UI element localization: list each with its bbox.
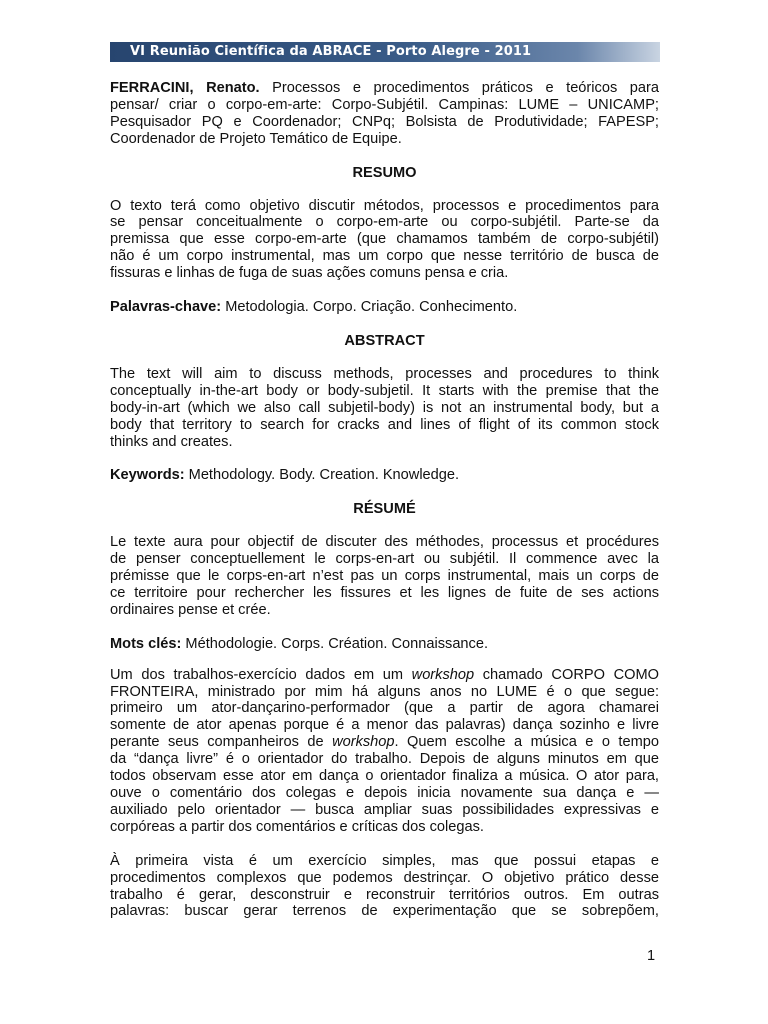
resumo-keywords-label: Palavras-chave: (110, 299, 222, 316)
abstract-paragraph (110, 366, 659, 451)
body-line: primeiro um ator-dançarino-performador (que a partir de agora chamarei (110, 700, 659, 717)
resumo-keywords-text: Metodologia. Corpo. Criação. Conhecimento. (221, 299, 518, 316)
body-text: perante seus companheiros de (110, 734, 333, 751)
abstract-keywords (110, 467, 659, 484)
body-line: auxiliado pelo orientador — busca ampliar suas possibilidades expressivas e (110, 801, 659, 818)
body-text: . Quem escolhe a música e o tempo (394, 734, 659, 751)
reference-author: FERRACINI, Renato. (110, 80, 260, 96)
resumo-line: premissa que esse corpo-em-arte (que chamamos também de corpo-subjétil) (110, 231, 659, 248)
reference-line-4: Coordenador de Projeto Temático de Equipe. (110, 130, 402, 147)
resumo-keywords (110, 299, 659, 316)
abstract-keywords-label: Keywords: (110, 467, 185, 484)
body-text: chamado CORPO COMO (474, 666, 659, 683)
body-italic-term: workshop (332, 734, 395, 751)
resume-keywords (110, 636, 659, 653)
reference-paragraph (110, 80, 659, 148)
page-number: 1 (647, 948, 656, 964)
body-paragraph-1 (110, 667, 659, 836)
abstract-line: body that territory to search for cracks and lines of flight of its common stock (110, 416, 659, 433)
resumo-paragraph (110, 198, 659, 283)
resume-keywords-text: Méthodologie. Corps. Création. Connaissance. (181, 635, 489, 652)
abstract-line: conceptually in-the-art body or body-subjetil. It starts with the premise that the (110, 382, 659, 399)
abstract-keywords-text: Methodology. Body. Creation. Knowledge. (184, 467, 460, 484)
resume-paragraph (110, 534, 659, 619)
body-line: À primeira vista é um exercício simples, mas que possui etapas e (110, 852, 659, 869)
body-line: palavras: buscar gerar terrenos de experimentação que se sobrepõem, (110, 903, 659, 920)
abstract-line: body-in-art (which we also call subjetil-body) is not an instrumental body, but a (110, 399, 659, 416)
resumo-heading: RESUMO (352, 164, 417, 181)
resume-line: ordinaires pense et crée. (110, 601, 271, 618)
resume-heading: RÉSUMÉ (353, 501, 416, 518)
resume-line: ce territoire pour rechercher les fissures et les lignes de fuite de ses actions (110, 584, 659, 601)
resumo-line: não é um corpo instrumental, mas um corpo que nesse território de busca de (110, 248, 659, 265)
body-line: somente de ator apenas porque é a menor das palavras) dança sozinho e livre (110, 717, 659, 734)
abstract-line: The text will aim to discuss methods, processes and procedures to think (110, 365, 659, 382)
body-text: Um dos trabalhos-exercício dados em um (110, 666, 412, 683)
body-line: todos observam esse ator em dança o orientador finaliza a música. O ator para, (110, 768, 659, 785)
body-line: ouve o comentário dos colegas e depois inicia novamente sua dança e — (110, 785, 659, 801)
reference-line-1: Processos e procedimentos práticos e teóricos para (259, 80, 660, 96)
abstract-line: thinks and creates. (110, 433, 233, 450)
body-italic-term: workshop (411, 666, 475, 683)
resumo-line: fissuras e linhas de fuga de suas ações comuns pensa e cria. (110, 265, 509, 282)
banner-title: VI Reunião Científica da ABRACE - Porto Alegre - 2011 (130, 44, 532, 59)
resumo-line: se pensar conceitualmente o corpo-em-arte ou corpo-subjétil. Parte-se da (110, 214, 659, 231)
body-line: procedimentos complexos que podemos destrinçar. O objetivo prático desse (110, 869, 659, 886)
conference-banner (110, 42, 660, 62)
resume-line: Le texte aura pour objectif de discuter des méthodes, processus et procédures (110, 534, 659, 551)
resumo-line: O texto terá como objetivo discutir métodos, processos e procedimentos para (110, 197, 659, 214)
abstract-heading: ABSTRACT (344, 332, 425, 349)
page-content (110, 80, 659, 920)
body-line: FRONTEIRA, ministrado por mim há alguns anos no LUME é o que segue: (110, 683, 659, 700)
body-line: corpóreas a partir dos comentários e críticas dos colegas. (110, 818, 484, 835)
resume-line: de penser conceptuellement le corps-en-art ou subjétil. Il commence avec la (110, 551, 659, 568)
reference-line-2: pensar/ criar o corpo-em-arte: Corpo-Subjétil. Campinas: LUME – UNICAMP; (110, 96, 659, 113)
body-paragraph-2 (110, 853, 659, 921)
resume-line: prémisse que le corps-en-art n’est pas un corps instrumental, mais un corps de (110, 568, 659, 585)
resume-keywords-label: Mots clés: (110, 635, 182, 652)
body-line: trabalho é gerar, desconstruir e reconstruir territórios outros. Em outras (110, 886, 659, 903)
body-line: da “dança livre” é o orientador do trabalho. Depois de alguns minutos em que (110, 751, 659, 768)
reference-line-3: Pesquisador PQ e Coordenador; CNPq; Bolsista de Produtividade; FAPESP; (110, 113, 659, 130)
